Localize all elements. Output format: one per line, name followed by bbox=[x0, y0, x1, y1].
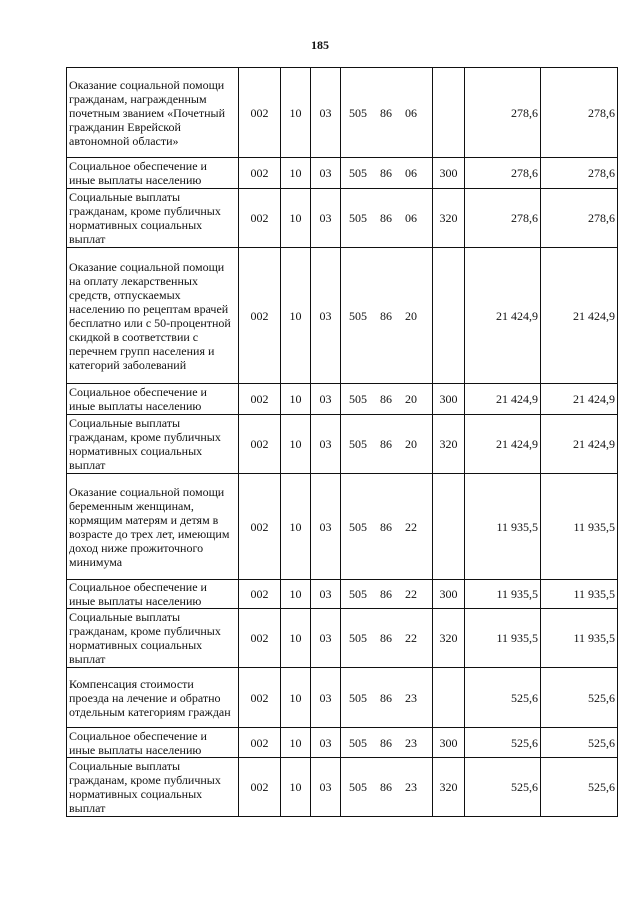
subsection-code: 03 bbox=[311, 728, 341, 758]
expense-type-code: 320 bbox=[433, 609, 465, 668]
target-code-part: 505 bbox=[349, 211, 367, 225]
amount-2: 11 935,5 bbox=[541, 609, 618, 668]
row-name: Социальное обеспечение и иные выплаты населению bbox=[67, 384, 239, 415]
target-code-part: 06 bbox=[405, 211, 417, 225]
admin-code: 002 bbox=[239, 474, 281, 580]
target-code-part: 86 bbox=[380, 166, 392, 180]
amount-2: 21 424,9 bbox=[541, 248, 618, 384]
expense-type-code: 300 bbox=[433, 384, 465, 415]
target-code-part: 86 bbox=[380, 392, 392, 406]
subsection-code: 03 bbox=[311, 668, 341, 728]
amount-1: 21 424,9 bbox=[465, 415, 541, 474]
target-code-part: 505 bbox=[349, 587, 367, 601]
amount-1: 278,6 bbox=[465, 158, 541, 189]
target-article-code bbox=[341, 668, 433, 728]
section-code: 10 bbox=[281, 609, 311, 668]
subsection-code: 03 bbox=[311, 415, 341, 474]
expense-type-code: 320 bbox=[433, 415, 465, 474]
amount-1: 11 935,5 bbox=[465, 580, 541, 609]
admin-code: 002 bbox=[239, 668, 281, 728]
target-code-part: 505 bbox=[349, 308, 367, 323]
subsection-code: 03 bbox=[311, 248, 341, 384]
target-article-code bbox=[341, 474, 433, 580]
target-code-part: 20 bbox=[405, 308, 417, 323]
admin-code: 002 bbox=[239, 758, 281, 817]
amount-2: 21 424,9 bbox=[541, 415, 618, 474]
section-code: 10 bbox=[281, 68, 311, 158]
target-code-part: 86 bbox=[380, 690, 392, 705]
target-article-code bbox=[341, 728, 433, 758]
row-name: Компенсация стоимости проезда на лечение и обратно отдельным категориям граждан bbox=[67, 668, 239, 728]
admin-code: 002 bbox=[239, 189, 281, 248]
target-code-part: 86 bbox=[380, 437, 392, 451]
target-article-code bbox=[341, 189, 433, 248]
target-code-part: 22 bbox=[405, 519, 417, 534]
expense-type-code bbox=[433, 248, 465, 384]
admin-code: 002 bbox=[239, 609, 281, 668]
subsection-code: 03 bbox=[311, 609, 341, 668]
table-row bbox=[67, 384, 618, 415]
row-name: Социальные выплаты гражданам, кроме публичных нормативных социальных выплат bbox=[67, 189, 239, 248]
row-name: Социальное обеспечение и иные выплаты населению bbox=[67, 158, 239, 189]
admin-code: 002 bbox=[239, 415, 281, 474]
amount-2: 278,6 bbox=[541, 158, 618, 189]
table-row bbox=[67, 668, 618, 728]
target-code-part: 06 bbox=[405, 166, 417, 180]
target-code-part: 505 bbox=[349, 519, 367, 534]
target-article-code bbox=[341, 248, 433, 384]
amount-1: 525,6 bbox=[465, 758, 541, 817]
amount-2: 525,6 bbox=[541, 728, 618, 758]
admin-code: 002 bbox=[239, 248, 281, 384]
table-row bbox=[67, 68, 618, 158]
row-name: Социальные выплаты гражданам, кроме публичных нормативных социальных выплат bbox=[67, 758, 239, 817]
row-name: Оказание социальной помощи на оплату лекарственных средств, отпускаемых населению по рецептам врачей бесплатно или с 50-процентной скидкой в соответствии с перечнем групп населения и категорий заболеваний bbox=[67, 248, 239, 384]
amount-1: 525,6 bbox=[465, 668, 541, 728]
page-number: 185 bbox=[311, 38, 329, 52]
target-code-part: 86 bbox=[380, 519, 392, 534]
section-code: 10 bbox=[281, 728, 311, 758]
admin-code: 002 bbox=[239, 580, 281, 609]
target-code-part: 20 bbox=[405, 437, 417, 451]
target-code-part: 505 bbox=[349, 166, 367, 180]
table-row bbox=[67, 189, 618, 248]
subsection-code: 03 bbox=[311, 384, 341, 415]
admin-code: 002 bbox=[239, 158, 281, 189]
expense-type-code bbox=[433, 668, 465, 728]
section-code: 10 bbox=[281, 189, 311, 248]
section-code: 10 bbox=[281, 580, 311, 609]
section-code: 10 bbox=[281, 415, 311, 474]
target-article-code bbox=[341, 758, 433, 817]
target-code-part: 22 bbox=[405, 631, 417, 645]
row-name: Социальные выплаты гражданам, кроме публичных нормативных социальных выплат bbox=[67, 415, 239, 474]
section-code: 10 bbox=[281, 158, 311, 189]
subsection-code: 03 bbox=[311, 758, 341, 817]
row-name: Социальное обеспечение и иные выплаты населению bbox=[67, 728, 239, 758]
amount-1: 21 424,9 bbox=[465, 384, 541, 415]
amount-1: 11 935,5 bbox=[465, 474, 541, 580]
target-code-part: 86 bbox=[380, 631, 392, 645]
target-code-part: 505 bbox=[349, 631, 367, 645]
target-code-part: 86 bbox=[380, 308, 392, 323]
amount-2: 11 935,5 bbox=[541, 580, 618, 609]
row-name: Оказание социальной помощи беременным женщинам, кормящим матерям и детям в возрасте до трех лет, имеющим доход ниже прожиточного минимума bbox=[67, 474, 239, 580]
section-code: 10 bbox=[281, 384, 311, 415]
row-name: Оказание социальной помощи гражданам, награжденным почетным званием «Почетный гражданин Еврейской автономной области» bbox=[67, 68, 239, 158]
target-code-part: 505 bbox=[349, 392, 367, 406]
table-row bbox=[67, 158, 618, 189]
section-code: 10 bbox=[281, 248, 311, 384]
target-code-part: 86 bbox=[380, 587, 392, 601]
amount-2: 11 935,5 bbox=[541, 474, 618, 580]
target-code-part: 86 bbox=[380, 211, 392, 225]
table-row bbox=[67, 248, 618, 384]
target-code-part: 86 bbox=[380, 735, 392, 750]
amount-1: 525,6 bbox=[465, 728, 541, 758]
section-code: 10 bbox=[281, 668, 311, 728]
expense-type-code: 300 bbox=[433, 728, 465, 758]
target-article-code bbox=[341, 580, 433, 609]
row-name: Социальное обеспечение и иные выплаты населению bbox=[67, 580, 239, 609]
amount-2: 525,6 bbox=[541, 758, 618, 817]
target-code-part: 06 bbox=[405, 105, 417, 120]
target-code-part: 23 bbox=[405, 690, 417, 705]
admin-code: 002 bbox=[239, 384, 281, 415]
amount-2: 525,6 bbox=[541, 668, 618, 728]
section-code: 10 bbox=[281, 474, 311, 580]
amount-2: 21 424,9 bbox=[541, 384, 618, 415]
table-row bbox=[67, 415, 618, 474]
expense-type-code: 320 bbox=[433, 189, 465, 248]
table-row bbox=[67, 758, 618, 817]
table-row bbox=[67, 474, 618, 580]
expense-type-code: 300 bbox=[433, 158, 465, 189]
target-code-part: 505 bbox=[349, 437, 367, 451]
subsection-code: 03 bbox=[311, 474, 341, 580]
target-code-part: 23 bbox=[405, 735, 417, 750]
expense-type-code bbox=[433, 474, 465, 580]
subsection-code: 03 bbox=[311, 68, 341, 158]
target-article-code bbox=[341, 384, 433, 415]
table-row bbox=[67, 580, 618, 609]
section-code: 10 bbox=[281, 758, 311, 817]
subsection-code: 03 bbox=[311, 189, 341, 248]
target-article-code bbox=[341, 609, 433, 668]
subsection-code: 03 bbox=[311, 158, 341, 189]
expense-type-code bbox=[433, 68, 465, 158]
table-row bbox=[67, 609, 618, 668]
target-code-part: 86 bbox=[380, 105, 392, 120]
row-name: Социальные выплаты гражданам, кроме публичных нормативных социальных выплат bbox=[67, 609, 239, 668]
target-code-part: 505 bbox=[349, 735, 367, 750]
target-code-part: 22 bbox=[405, 587, 417, 601]
target-code-part: 23 bbox=[405, 780, 417, 794]
target-code-part: 20 bbox=[405, 392, 417, 406]
subsection-code: 03 bbox=[311, 580, 341, 609]
target-article-code bbox=[341, 158, 433, 189]
target-article-code bbox=[341, 68, 433, 158]
amount-2: 278,6 bbox=[541, 189, 618, 248]
expense-type-code: 320 bbox=[433, 758, 465, 817]
budget-table bbox=[66, 67, 618, 817]
amount-1: 21 424,9 bbox=[465, 248, 541, 384]
amount-1: 278,6 bbox=[465, 189, 541, 248]
admin-code: 002 bbox=[239, 728, 281, 758]
target-article-code bbox=[341, 415, 433, 474]
admin-code: 002 bbox=[239, 68, 281, 158]
target-code-part: 505 bbox=[349, 105, 367, 120]
amount-1: 11 935,5 bbox=[465, 609, 541, 668]
target-code-part: 505 bbox=[349, 690, 367, 705]
target-code-part: 86 bbox=[380, 780, 392, 794]
expense-type-code: 300 bbox=[433, 580, 465, 609]
target-code-part: 505 bbox=[349, 780, 367, 794]
amount-1: 278,6 bbox=[465, 68, 541, 158]
amount-2: 278,6 bbox=[541, 68, 618, 158]
table-row bbox=[67, 728, 618, 758]
